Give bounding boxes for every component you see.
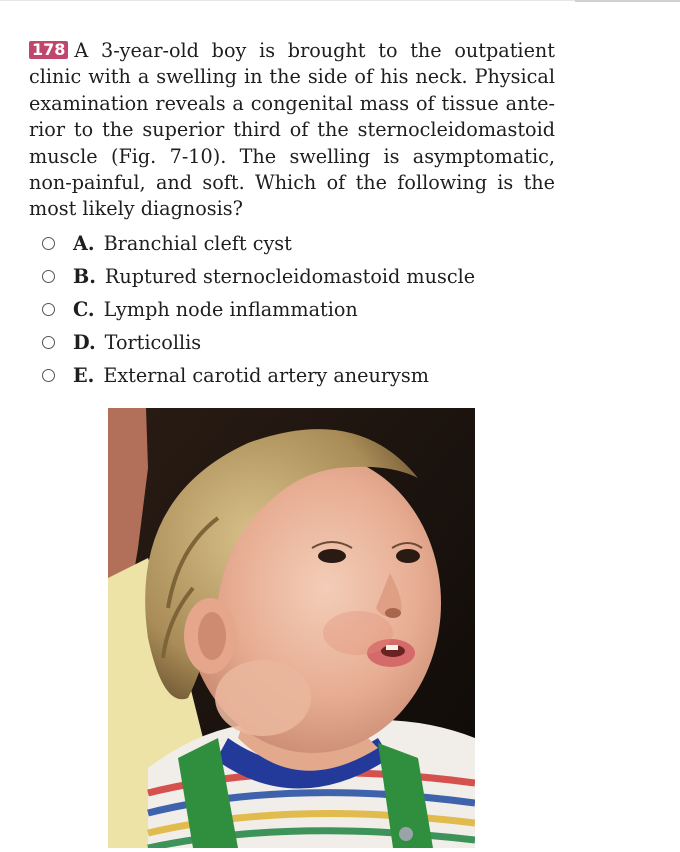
question-stem xyxy=(29,38,555,223)
option-text: Ruptured sternocleidomastoid muscle xyxy=(104,265,476,288)
option-letter: B. xyxy=(73,265,96,288)
option-letter: A. xyxy=(73,232,95,255)
option-text: Branchial cleft cyst xyxy=(103,232,292,255)
radio-icon[interactable] xyxy=(42,303,55,316)
option-a[interactable] xyxy=(42,227,562,260)
option-b[interactable] xyxy=(42,260,562,293)
clinical-photo xyxy=(108,408,475,848)
radio-icon[interactable] xyxy=(42,336,55,349)
question-number-badge: 178 xyxy=(29,41,68,59)
option-text: External carotid artery aneurysm xyxy=(103,364,429,387)
option-c[interactable] xyxy=(42,293,562,326)
top-divider-accent xyxy=(575,0,680,2)
option-d[interactable] xyxy=(42,326,562,359)
option-letter: C. xyxy=(73,298,95,321)
radio-icon[interactable] xyxy=(42,270,55,283)
option-text: Torticollis xyxy=(104,331,202,354)
clinical-photo-illustration xyxy=(108,408,475,848)
option-e[interactable] xyxy=(42,359,562,392)
option-text: Lymph node inflammation xyxy=(103,298,358,321)
radio-icon[interactable] xyxy=(42,237,55,250)
option-letter: D. xyxy=(73,331,96,354)
question-text: A 3-year-old boy is brought to the outpatient clinic with a swelling in the side of his neck. Physical examination reveals a congenital mass of tissue ante-rior to the superior third of the sternocleidomastoid muscle (Fig. 7-10). The swelling is asymptomatic, non-painful, and soft. Which of the following is the most likely diagnosis? xyxy=(29,39,555,221)
option-letter: E. xyxy=(73,364,95,387)
answer-options xyxy=(42,227,562,392)
radio-icon[interactable] xyxy=(42,369,55,382)
